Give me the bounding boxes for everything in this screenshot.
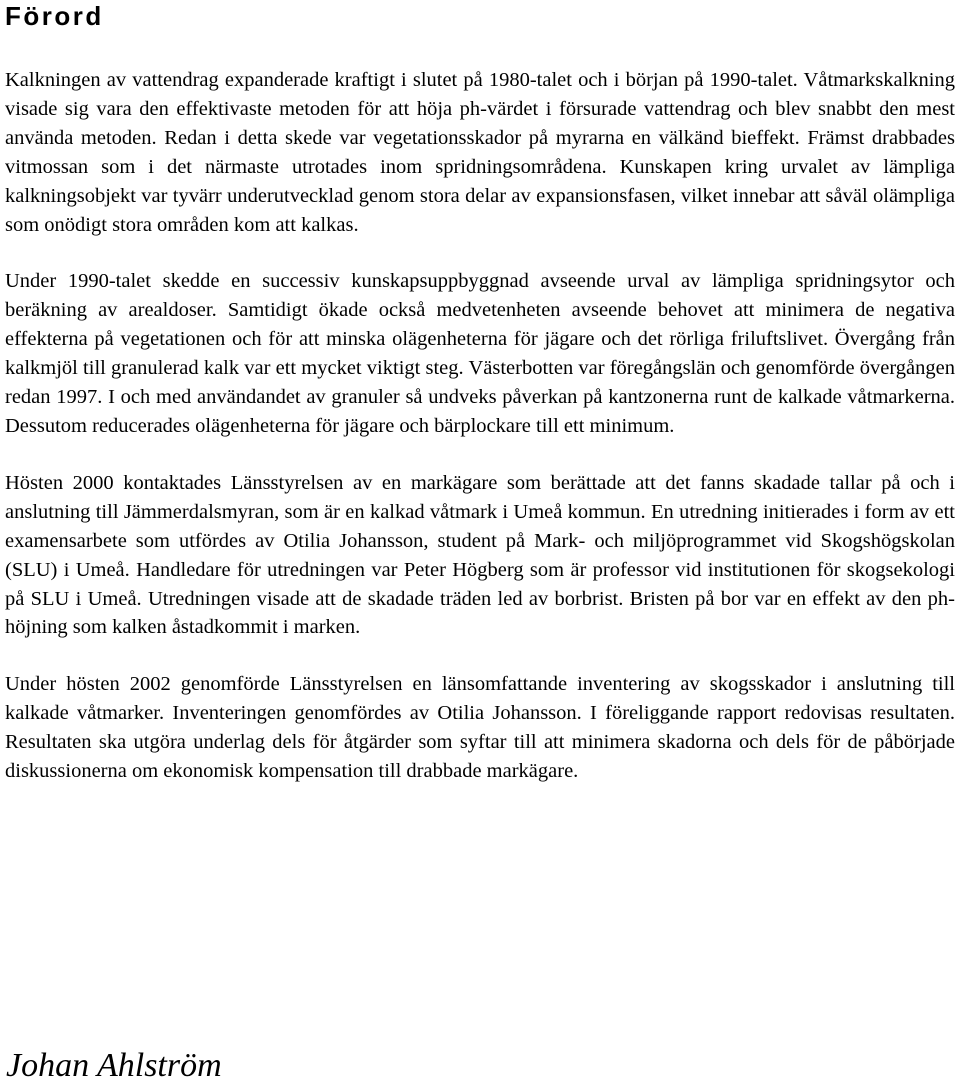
paragraph-1990s-knowledge: Under 1990-talet skedde en successiv kunskapsuppbyggnad avseende urval av lämpliga spridningsytor och beräkning av arealdoser. Samtidigt ökade också medvetenheten avseende behovet att minimera de negativa effekterna på vegetationen och för att minska olägenheterna för jägare och det rörliga friluftslivet. Övergång från kalkmjöl till granulerad kalk var ett mycket viktigt steg. Västerbotten var föregångslän och genomförde övergången redan 1997. I och med användandet av granuler så undveks påverkan på kantzonerna runt de kalkade våtmarkerna. Dessutom reducerades olägenheterna för jägare och bärplockare till ett minimum. [5,270,955,437]
page-title: Förord [5,1,104,31]
paragraph-liming-expansion: Kalkningen av vattendrag expanderade kraftigt i slutet på 1980-talet och i början på 1990-talet. Våtmarkskalkning visade sig vara den effektivaste metoden för att höja ph-värdet i försurade vattendrag och blev snabbt den mest använda metoden. Redan i detta skede var vegetationsskador på myrarna en välkänd bieffekt. Främst drabbades vitmossan som i det närmaste utrotades inom spridningsområdena. Kunskapen kring urvalet av lämpliga kalkningsobjekt var tyvärr underutvecklad genom stora delar av expansionsfasen, vilket innebar att såväl olämpliga som onödigt stora områden kom att kalkas. [5,69,955,236]
author-signature: Johan Ahlström [6,1047,222,1084]
document-page [5,0,955,786]
paragraph-2002-inventory: Under hösten 2002 genomförde Länsstyrelsen en länsomfattande inventering av skogsskador i anslutning till kalkade våtmarker. Inventeringen genomfördes av Otilia Johansson. I föreliggande rapport redovisas resultaten. Resultaten ska utgöra underlag dels för åtgärder som syftar till att minimera skadorna och dels för de påbörjade diskussionerna om ekonomisk kompensation till drabbade markägare. [5,673,955,783]
paragraph-2000-investigation: Hösten 2000 kontaktades Länsstyrelsen av en markägare som berättade att det fanns skadade tallar på och i anslutning till Jämmerdalsmyran, som är en kalkad våtmark i Umeå kommun. En utredning initierades i form av ett examensarbete som utfördes av Otilia Johansson, student på Mark- och miljöprogrammet vid Skogshögskolan (SLU) i Umeå. Handledare för utredningen var Peter Högberg som är professor vid institutionen för skogsekologi på SLU i Umeå. Utredningen visade att de skadade träden led av borbrist. Bristen på bor var en effekt av den ph-höjning som kalken åstadkommit i marken. [5,471,955,639]
